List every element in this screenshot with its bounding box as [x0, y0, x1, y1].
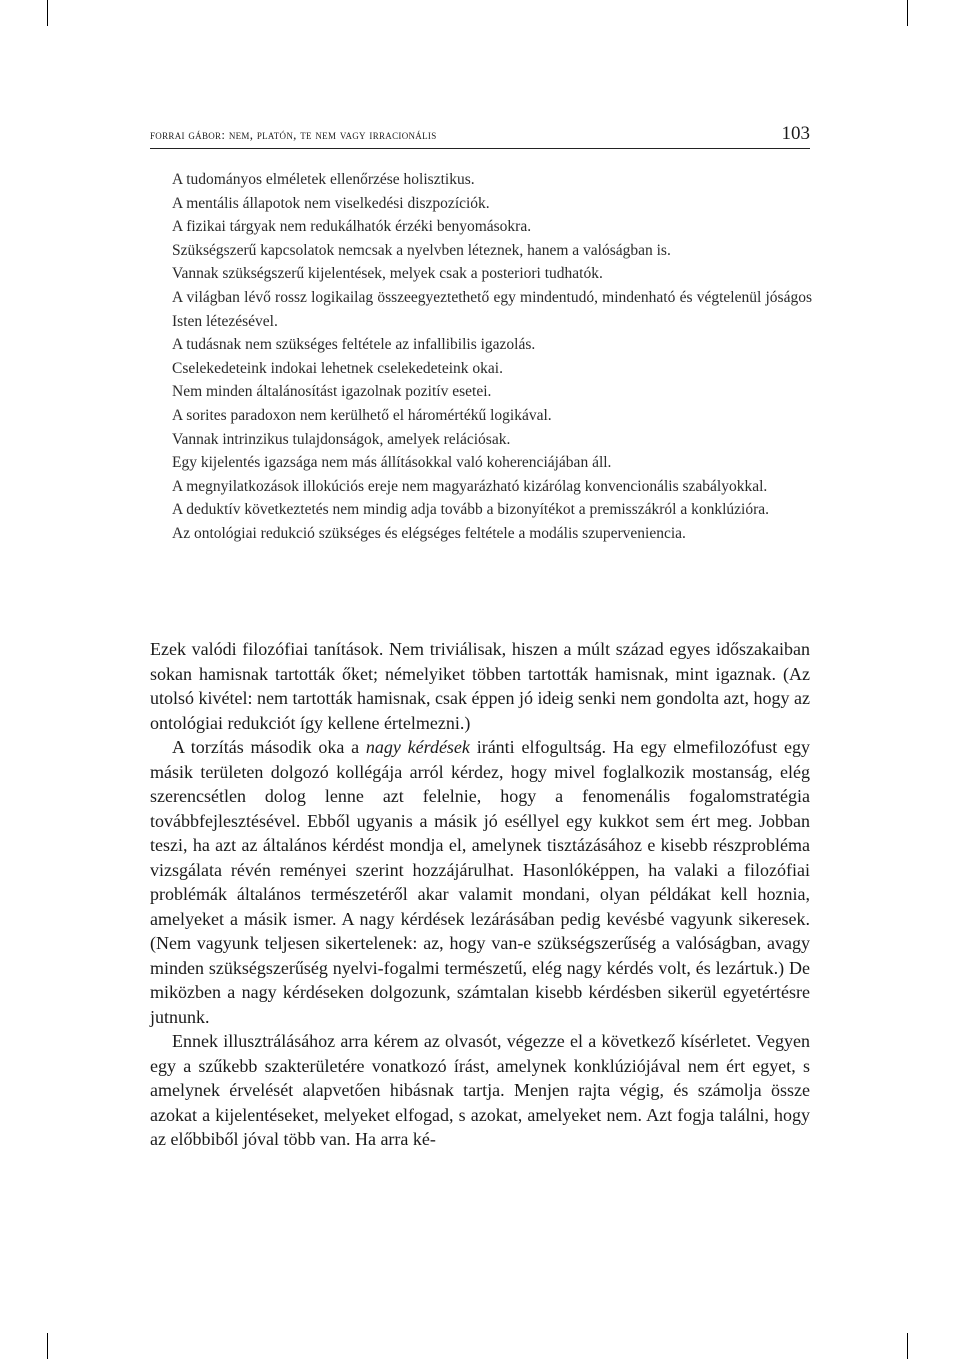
thesis-item: A sorites paradoxon nem kerülhető el háromértékű logikával.: [172, 406, 552, 424]
emphasis-nagy-kerdesek: nagy kérdések: [365, 737, 470, 757]
crop-mark-top-right: [907, 0, 908, 26]
thesis-item: A mentális állapotok nem viselkedési diszpozíciók.: [172, 194, 490, 212]
thesis-item: A tudományos elméletek ellenőrzése holisztikus.: [172, 171, 475, 188]
page-number: 103: [781, 123, 810, 144]
running-head: [150, 118, 810, 149]
running-title: forrai gábor: nem, platón, te nem vagy irracionális: [150, 127, 437, 142]
thesis-item: Egy kijelentés igazsága nem más állításokkal való koherenciájában áll.: [172, 454, 612, 472]
thesis-item: Nem minden általánosítást igazolnak pozitív esetei.: [172, 383, 492, 401]
crop-mark-bottom-right: [907, 1333, 908, 1359]
thesis-item: A világban lévő rossz logikailag összeegyeztethető egy mindentudó, mindenható és végtelenül jóságos Isten létezésével.: [172, 288, 812, 330]
crop-mark-top-left: [47, 0, 48, 26]
paragraph-3: Ennek illusztrálásához arra kérem az olvasót, végezze el a következő kísérletet. Vegyen egy a szűkebb szakterületére vonatkozó írást, amelynek konklúziójával nem ért egyet, s amelynek érvelését alapvetően hibásnak tartja. Menjen rajta végig, és számolja össze azokat a kijelentéseket, melyeket elfogad, s azokat, amelyeket nem. Azt fogja találni, hogy az előbbiből jóval több van. Ha arra ké-: [150, 1031, 810, 1149]
paragraph-2-rest: iránti elfogultság. Ha egy elmefilozófust egy másik területen dolgozó kollégája arról kérdez, hogy mivel foglalkozik mostanság, elég szerencsétlen dolog lenne azt felelnie, hogy a fenomenális fogalomstratégia továbbfejlesztésével. Ebből ugyanis a másik jó eséllyel egy kukkot sem ért meg. Jobban teszi, ha azt az általános kérdést mondja el, amelynek tisztázásához e kisebb részprobléma vizsgálata révén reményei szerint hozzájárulhat. Hasonlóképpen, ha valaki a filozófiai problémák általános természetéről akar valamit mondani, olyan példákat kell hoznia, amelyeket a másik ismer. A nagy kérdések lezárásában pedig kevésbé vagyunk sikeresek. (Nem vagyunk teljesen sikertelenek: az, hogy van-e szükségszerűség a valóságban, avagy minden szükségszerűség nyelvi-fogalmi természetű, elég nagy kérdés volt, és lezártuk.) De miközben a nagy kérdéseken dolgozunk, számtalan kisebb kérdésben sikerül egyetértésre jutnunk.: [150, 737, 810, 1027]
thesis-item: Vannak intrinzikus tulajdonságok, amelyek relációsak.: [172, 430, 511, 448]
thesis-item: Szükségszerű kapcsolatok nemcsak a nyelvben léteznek, hanem a valóságban is.: [172, 241, 671, 259]
paragraph-2-start: A torzítás második oka a: [172, 737, 366, 757]
thesis-item: A tudásnak nem szükséges feltétele az infallibilis igazolás.: [172, 336, 536, 354]
paragraph-2: [150, 735, 810, 1029]
thesis-item: Cselekedeteink indokai lehetnek cselekedeteink okai.: [172, 359, 503, 377]
body-text: [150, 637, 810, 1152]
thesis-item: A deduktív következtetés nem mindig adja tovább a bizonyítékot a premisszákról a konklúzióra.: [172, 501, 770, 519]
thesis-item: Vannak szükségszerű kijelentések, melyek csak a posteriori tudhatók.: [172, 265, 603, 283]
thesis-item: Az ontológiai redukció szükséges és elégséges feltétele a modális szuperveniencia.: [172, 524, 686, 542]
crop-mark-bottom-left: [47, 1333, 48, 1359]
thesis-item: A megnyilatkozások illokúciós ereje nem magyarázható kizárólag konvencionális szabályokkal.: [172, 477, 768, 495]
paragraph-1: Ezek valódi filozófiai tanítások. Nem triviálisak, hiszen a múlt század egyes időszakaiban sokan hamisnak tartották őket; némelyiket többen tartották hamisnak, mint igaznak. (Az utolsó kivétel: nem tartották hamisnak, csak éppen jó ideig senki nem gondolta azt, hogy az ontológiai redukciót így kellene értelmezni.): [150, 639, 810, 733]
thesis-item: A fizikai tárgyak nem redukálhatók érzéki benyomásokra.: [172, 218, 532, 236]
thesis-list: [172, 168, 812, 546]
